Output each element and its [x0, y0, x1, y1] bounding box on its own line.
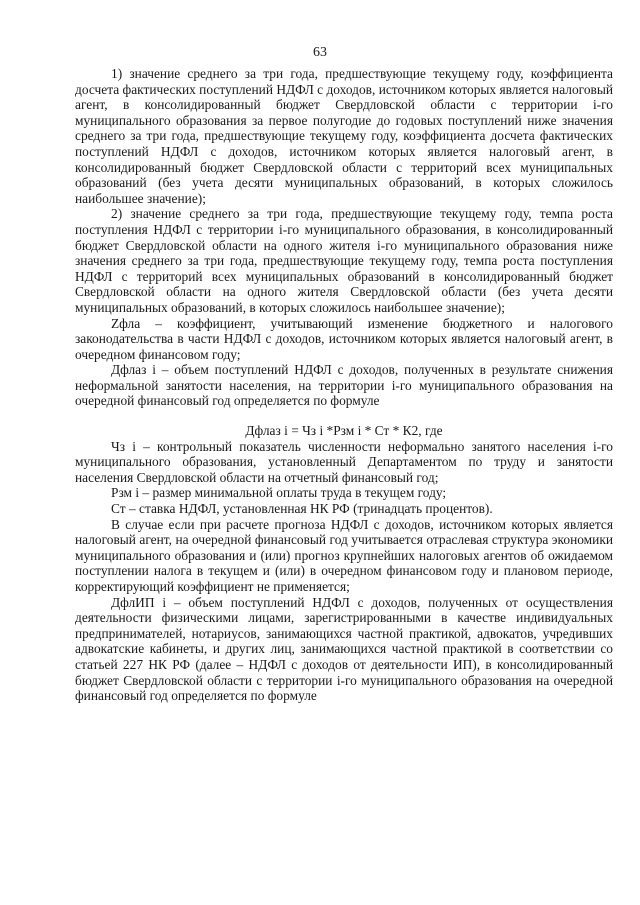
formula-dflaz: Дфлаз i = Чз i *Рзм i * Ст * К2, где	[245, 423, 443, 439]
paragraph-zfla-definition: Zфла – коэффициент, учитывающий изменение бюджетного и налогового законодательства в части НДФЛ с доходов, источником которых является налоговый агент, в очередном финансовом году;	[75, 315, 613, 362]
paragraph-correction-note: В случае если при расчете прогноза НДФЛ с доходов, источником которых является налоговый агент, на очередной финансовый год учитывается отраслевая структура экономики муниципального образования и (или) прогноз крупнейших налоговых агентов об ожидаемом поступлении налога в текущем и (или) в очередном финансовом году и плановом периоде, корректирующий коэффициент не применяется;	[75, 516, 613, 594]
paragraph-item-1-condition: 1) значение среднего за три года, предшествующие текущему году, коэффициента досчета фактических поступлений НДФЛ с доходов, источником которых является налоговый агент, в консолидированный бюджет Свердловской области с территории i-го муниципального образования за первое полугодие до годовых поступлений ниже значения среднего за три года, предшествующие текущему году, коэффициента досчета фактических поступлений НДФЛ с доходов, источником которых является налоговый агент, в консолидированный бюджет Свердловской области с территорий всех муниципальных образований (без учета десяти муниципальных образований, в которых сложилось наибольшее значение);	[75, 66, 613, 206]
paragraph-dflaz-definition: Дфлаз i – объем поступлений НДФЛ с доходов, полученных в результате снижения неформальной занятости населения, на территории i-го муниципального образования на очередной финансовый год определяется по формуле	[75, 362, 613, 409]
paragraph-chz-definition: Чз i – контрольный показатель численности неформально занятого населения i-го муниципального образования, установленный Департаментом по труду и занятости населения Свердловской области на отчетный финансовый год;	[75, 438, 613, 485]
page-number: 63	[313, 45, 327, 60]
paragraph-item-2-condition: 2) значение среднего за три года, предшествующие текущему году, темпа роста поступления НДФЛ с территории i-го муниципального образования, в консолидированный бюджет Свердловской области на одного жителя i-го муниципального образования ниже значения среднего за три года, предшествующие текущему году, темпа роста поступления НДФЛ с территорий всех муниципальных образований в консолидированный бюджет Свердловской области на одного жителя Свердловской области (без учета десяти муниципальных образований, в которых сложилось наибольшее значение);	[75, 206, 613, 315]
paragraph-st-definition: Ст – ставка НДФЛ, установленная НК РФ (тринадцать процентов).	[111, 501, 493, 517]
paragraph-rzm-definition: Рзм i – размер минимальной оплаты труда в текущем году;	[111, 485, 447, 501]
document-body	[75, 66, 613, 704]
paragraph-dflip-definition: ДфлИП i – объем поступлений НДФЛ с доходов, полученных от осуществления деятельности физическими лицами, зарегистрированными в качестве индивидуальных предпринимателей, нотариусов, занимающихся частной практикой, адвокатов, учредивших адвокатские кабинеты, и других лиц, занимающихся частной практикой в соответствии со статьей 227 НК РФ (далее – НДФЛ с доходов от деятельности ИП), в консолидированный бюджет Свердловской области с территории i-го муниципального образования на очередной финансовый год определяется по формуле	[75, 594, 613, 704]
